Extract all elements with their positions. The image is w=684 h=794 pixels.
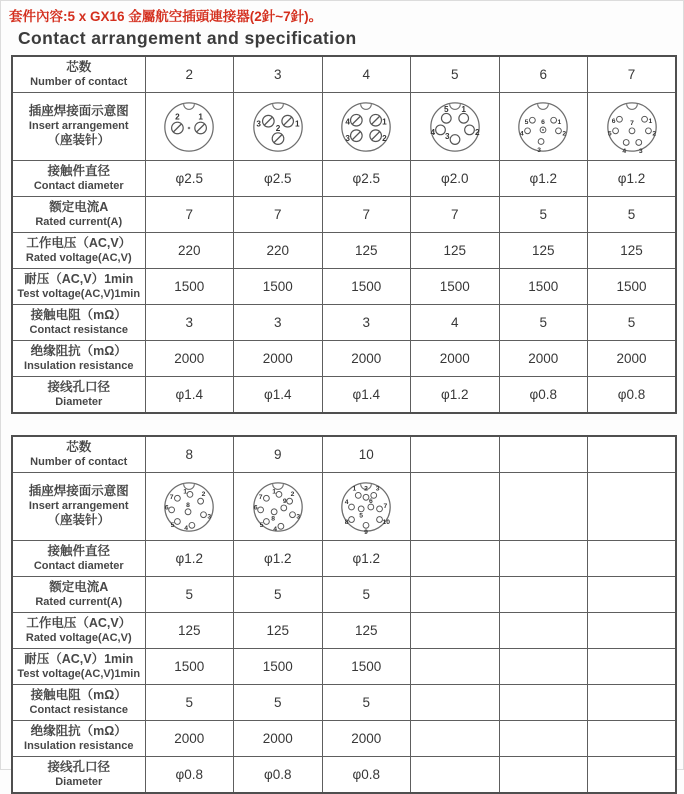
connector-diagram-cell bbox=[499, 473, 588, 541]
row-label-number-of-contact bbox=[12, 56, 145, 93]
pin-number: 3 bbox=[444, 131, 450, 141]
value-cell bbox=[499, 541, 588, 577]
table-row bbox=[12, 377, 676, 414]
value-cell: 5 bbox=[322, 685, 411, 721]
value-cell: φ0.8 bbox=[234, 757, 323, 794]
pin-number: 4 bbox=[345, 117, 351, 127]
table-row bbox=[12, 233, 676, 269]
pin-number: 1 bbox=[272, 488, 276, 496]
value-cell: 7 bbox=[234, 197, 323, 233]
row-label-en: Contact diameter bbox=[33, 559, 124, 572]
connector-face-9-pin-diagram bbox=[249, 476, 307, 537]
pin-number: 7 bbox=[383, 502, 388, 510]
pin-hole bbox=[377, 517, 383, 523]
pin-hole bbox=[278, 523, 284, 529]
value-cell: 2000 bbox=[411, 341, 500, 377]
value-cell: φ1.4 bbox=[145, 377, 234, 414]
pin-hole bbox=[623, 140, 629, 146]
row-label bbox=[12, 161, 145, 197]
pin-number: 7 bbox=[258, 494, 263, 502]
pin-hole bbox=[263, 519, 269, 525]
row-label-en: Diameter bbox=[55, 395, 103, 408]
pin-number: 9 bbox=[364, 528, 369, 536]
pin-number: 3 bbox=[638, 147, 643, 155]
value-cell: 5 bbox=[145, 577, 234, 613]
connector-face-7-pin-diagram bbox=[603, 96, 661, 157]
pin-hole bbox=[530, 117, 536, 123]
pin-number: 2 bbox=[474, 127, 480, 137]
table-row bbox=[12, 685, 676, 721]
row-label-en: Number of contact bbox=[30, 455, 128, 468]
pin-number: 4 bbox=[621, 147, 626, 155]
value-cell: φ2.5 bbox=[145, 161, 234, 197]
value-cell bbox=[588, 613, 677, 649]
pin-hole bbox=[169, 507, 175, 513]
value-cell: φ1.4 bbox=[322, 377, 411, 414]
pin-hole bbox=[538, 139, 544, 145]
value-cell: 3 bbox=[234, 305, 323, 341]
page-title: Contact arrangement and specification bbox=[18, 28, 357, 48]
pin-number: 2 bbox=[201, 491, 206, 499]
connector-diagram-cell bbox=[499, 93, 588, 161]
pin-hole bbox=[616, 116, 622, 122]
row-label-zh: 接触电阻（mΩ） bbox=[30, 688, 127, 703]
value-cell bbox=[499, 757, 588, 794]
pin-number: 1 bbox=[461, 104, 466, 114]
table-row bbox=[12, 161, 676, 197]
pin-hole bbox=[175, 495, 181, 501]
value-cell: 5 bbox=[234, 577, 323, 613]
connector-diagram-cell bbox=[322, 93, 411, 161]
table-row bbox=[12, 577, 676, 613]
pin-number: 4 bbox=[520, 130, 524, 138]
table-row-contacts bbox=[12, 56, 676, 93]
pin-hole bbox=[629, 128, 635, 134]
pin-hole bbox=[359, 506, 365, 512]
pin-number: 7 bbox=[169, 494, 174, 502]
row-label-en: Insert arrangement bbox=[28, 499, 129, 512]
table-row-insert-arrangement bbox=[12, 473, 676, 541]
pin-hole bbox=[459, 113, 469, 123]
value-cell: 1500 bbox=[322, 269, 411, 305]
row-label bbox=[12, 577, 145, 613]
value-cell bbox=[588, 577, 677, 613]
pin-number: 4 bbox=[272, 525, 277, 533]
value-cell: 3 bbox=[322, 305, 411, 341]
table-row-insert-arrangement bbox=[12, 93, 676, 161]
value-cell: 5 bbox=[499, 305, 588, 341]
value-cell: 5 bbox=[588, 197, 677, 233]
table-row bbox=[12, 649, 676, 685]
row-label bbox=[12, 649, 145, 685]
row-label-zh: 额定电流A bbox=[49, 580, 109, 595]
pin-count-cell bbox=[588, 436, 677, 473]
pin-number: 4 bbox=[184, 525, 189, 533]
value-cell: 1500 bbox=[588, 269, 677, 305]
value-cell: 125 bbox=[322, 233, 411, 269]
pin-number: 2 bbox=[651, 130, 656, 138]
center-dot bbox=[188, 127, 191, 130]
pin-hole bbox=[641, 116, 647, 122]
row-label-en: Insert arrangement bbox=[28, 119, 129, 132]
pin-number: 3 bbox=[345, 133, 351, 143]
value-cell: 2000 bbox=[322, 341, 411, 377]
pin-count-cell: 10 bbox=[322, 436, 411, 473]
pin-number: 8 bbox=[271, 515, 275, 523]
value-cell bbox=[588, 541, 677, 577]
row-label-zh: 插座焊接面示意图 bbox=[28, 484, 129, 499]
row-label-zh: 插座焊接面示意图 bbox=[28, 104, 129, 119]
value-cell bbox=[411, 577, 500, 613]
pin-hole bbox=[281, 505, 287, 511]
connector-diagram-cell bbox=[234, 93, 323, 161]
row-label bbox=[12, 757, 145, 794]
pin-number: 8 bbox=[186, 501, 191, 509]
table-row-contacts bbox=[12, 436, 676, 473]
value-cell: φ1.4 bbox=[234, 377, 323, 414]
value-cell: 220 bbox=[145, 233, 234, 269]
connector-diagram-cell bbox=[588, 93, 677, 161]
value-cell: 1500 bbox=[234, 649, 323, 685]
value-cell: 5 bbox=[499, 197, 588, 233]
pin-number: 1 bbox=[183, 488, 188, 496]
row-label-en: Test voltage(AC,V)1min bbox=[17, 287, 141, 300]
value-cell bbox=[499, 577, 588, 613]
value-cell: 1500 bbox=[411, 269, 500, 305]
row-label-en: Rated voltage(AC,V) bbox=[25, 251, 132, 264]
table-row bbox=[12, 341, 676, 377]
value-cell: 7 bbox=[145, 197, 234, 233]
row-label bbox=[12, 377, 145, 414]
pin-count-cell: 2 bbox=[145, 56, 234, 93]
value-cell: 3 bbox=[145, 305, 234, 341]
row-label-zh: 工作电压（AC,V） bbox=[26, 236, 132, 251]
value-cell: 2000 bbox=[588, 341, 677, 377]
connector-diagram-cell bbox=[411, 93, 500, 161]
connector-face-10-pin-diagram bbox=[337, 476, 395, 537]
row-label-zh: 接触件直径 bbox=[47, 544, 110, 559]
table-row bbox=[12, 269, 676, 305]
pin-count-cell: 9 bbox=[234, 436, 323, 473]
row-label-zh: 耐压（AC,V）1min bbox=[24, 272, 134, 287]
row-label-zh: 耐压（AC,V）1min bbox=[24, 652, 134, 667]
row-label-zh: 芯数 bbox=[66, 440, 92, 455]
value-cell: φ2.5 bbox=[234, 161, 323, 197]
spec-table-2 bbox=[11, 435, 677, 794]
row-label bbox=[12, 197, 145, 233]
pin-count-cell: 3 bbox=[234, 56, 323, 93]
value-cell: 125 bbox=[411, 233, 500, 269]
row-label-zh: 接线孔口径 bbox=[47, 380, 110, 395]
row-label-en: Rated current(A) bbox=[35, 595, 123, 608]
value-cell bbox=[411, 541, 500, 577]
table-row bbox=[12, 613, 676, 649]
pin-hole bbox=[289, 512, 295, 518]
pin-number: 4 bbox=[430, 127, 435, 137]
spec-table-1 bbox=[11, 55, 677, 414]
value-cell: φ2.5 bbox=[322, 161, 411, 197]
value-cell bbox=[411, 613, 500, 649]
value-cell: φ0.8 bbox=[499, 377, 588, 414]
pin-number: 2 bbox=[175, 112, 180, 122]
pin-hole bbox=[464, 125, 474, 135]
pin-hole bbox=[187, 492, 193, 498]
value-cell: φ1.2 bbox=[411, 377, 500, 414]
row-label-zh: 接触电阻（mΩ） bbox=[30, 308, 127, 323]
row-label-en: Contact resistance bbox=[29, 703, 128, 716]
row-label-en: Number of contact bbox=[30, 75, 128, 88]
connector-diagram-cell bbox=[588, 473, 677, 541]
value-cell bbox=[588, 649, 677, 685]
row-label-insert-arrangement bbox=[12, 473, 145, 541]
pin-number: 2 bbox=[290, 491, 295, 499]
connector-diagram-cell bbox=[322, 473, 411, 541]
pin-number: 8 bbox=[345, 519, 349, 527]
pin-hole bbox=[635, 140, 641, 146]
value-cell: 125 bbox=[588, 233, 677, 269]
pin-hole bbox=[286, 498, 292, 504]
pin-number: 9 bbox=[282, 497, 287, 505]
pin-number: 6 bbox=[253, 504, 258, 512]
value-cell: 1500 bbox=[145, 649, 234, 685]
pin-number: 3 bbox=[375, 485, 380, 493]
pin-hole bbox=[257, 507, 263, 513]
value-cell: φ2.0 bbox=[411, 161, 500, 197]
value-cell: 5 bbox=[322, 577, 411, 613]
value-cell: 2000 bbox=[234, 721, 323, 757]
row-label-en: Insulation resistance bbox=[24, 739, 134, 752]
pin-number: 3 bbox=[256, 119, 261, 129]
connector-face-3-pin-diagram bbox=[249, 96, 307, 157]
row-label-zh: 额定电流A bbox=[49, 200, 109, 215]
pin-number: 1 bbox=[198, 112, 204, 122]
pin-hole bbox=[556, 128, 562, 134]
row-label bbox=[12, 233, 145, 269]
value-cell: 2000 bbox=[322, 721, 411, 757]
pin-inner-dot bbox=[542, 129, 544, 131]
pin-count-cell: 4 bbox=[322, 56, 411, 93]
pin-number: 3 bbox=[207, 513, 212, 521]
row-label-zh: 绝缘阻抗（mΩ） bbox=[30, 344, 127, 359]
row-label-zh2: （座装针） bbox=[47, 133, 110, 148]
pin-hole bbox=[175, 519, 181, 525]
row-label-number-of-contact bbox=[12, 436, 145, 473]
value-cell: 1500 bbox=[499, 269, 588, 305]
connector-diagram-cell bbox=[145, 473, 234, 541]
value-cell: 125 bbox=[499, 233, 588, 269]
pin-number: 5 bbox=[607, 130, 612, 138]
pin-count-cell: 6 bbox=[499, 56, 588, 93]
row-label bbox=[12, 685, 145, 721]
kit-note: 套件內容:5 x GX16 金屬航空插頭連接器(2針~7針)。 bbox=[9, 9, 323, 24]
connector-body bbox=[607, 103, 655, 151]
pin-number: 6 bbox=[541, 118, 546, 126]
value-cell bbox=[499, 613, 588, 649]
pin-count-cell bbox=[411, 436, 500, 473]
table-row bbox=[12, 721, 676, 757]
connector-body bbox=[342, 103, 390, 151]
value-cell: 5 bbox=[234, 685, 323, 721]
pin-number: 5 bbox=[524, 118, 529, 126]
row-label-en: Contact resistance bbox=[29, 323, 128, 336]
pin-number: 1 bbox=[294, 119, 300, 129]
value-cell: 2000 bbox=[499, 341, 588, 377]
row-label-zh: 绝缘阻抗（mΩ） bbox=[30, 724, 127, 739]
value-cell: φ0.8 bbox=[145, 757, 234, 794]
value-cell bbox=[411, 649, 500, 685]
connector-face-5-pin-diagram bbox=[426, 96, 484, 157]
pin-hole bbox=[349, 517, 355, 523]
pin-number: 5 bbox=[359, 512, 364, 520]
pin-count-cell: 8 bbox=[145, 436, 234, 473]
pin-hole bbox=[271, 509, 277, 515]
pin-count-cell: 7 bbox=[588, 56, 677, 93]
pin-hole bbox=[551, 117, 557, 123]
pin-hole bbox=[450, 135, 460, 145]
table-row bbox=[12, 305, 676, 341]
connector-diagram-cell bbox=[411, 473, 500, 541]
row-label bbox=[12, 541, 145, 577]
pin-hole bbox=[349, 504, 355, 510]
pin-number: 5 bbox=[170, 522, 175, 530]
pin-hole bbox=[435, 125, 445, 135]
connector-face-2-pin-diagram bbox=[160, 96, 218, 157]
pin-hole bbox=[612, 128, 618, 134]
pin-number: 5 bbox=[259, 522, 264, 530]
connector-diagram-cell bbox=[234, 473, 323, 541]
value-cell: 5 bbox=[145, 685, 234, 721]
pin-hole bbox=[377, 506, 383, 512]
pin-hole bbox=[198, 498, 204, 504]
pin-hole bbox=[441, 113, 451, 123]
pin-number: 2 bbox=[562, 130, 567, 138]
connector-face-6-pin-diagram bbox=[514, 96, 572, 157]
value-cell bbox=[411, 721, 500, 757]
row-label-zh2: （座装针） bbox=[47, 513, 110, 528]
connector-face-4-pin-diagram bbox=[337, 96, 395, 157]
row-label-insert-arrangement bbox=[12, 93, 145, 161]
pin-hole bbox=[185, 509, 191, 515]
row-label bbox=[12, 305, 145, 341]
pin-number: 6 bbox=[369, 497, 373, 505]
row-label-zh: 工作电压（AC,V） bbox=[26, 616, 132, 631]
value-cell: 4 bbox=[411, 305, 500, 341]
row-label-en: Insulation resistance bbox=[24, 359, 134, 372]
value-cell: 125 bbox=[322, 613, 411, 649]
pin-number: 3 bbox=[537, 146, 542, 154]
pin-number: 4 bbox=[345, 498, 349, 506]
row-label-zh: 接线孔口径 bbox=[47, 760, 110, 775]
pin-number: 10 bbox=[382, 519, 391, 527]
row-label-en: Contact diameter bbox=[33, 179, 124, 192]
value-cell bbox=[588, 721, 677, 757]
pin-count-cell bbox=[499, 436, 588, 473]
pin-number: 1 bbox=[647, 117, 652, 125]
pin-number: 6 bbox=[165, 504, 169, 512]
value-cell: 1500 bbox=[234, 269, 323, 305]
value-cell: 5 bbox=[588, 305, 677, 341]
value-cell: 220 bbox=[234, 233, 323, 269]
pin-hole bbox=[645, 128, 651, 134]
row-label-en: Rated voltage(AC,V) bbox=[25, 631, 132, 644]
row-label-en: Diameter bbox=[55, 775, 103, 788]
value-cell: φ1.2 bbox=[145, 541, 234, 577]
pin-hole bbox=[525, 128, 531, 134]
table-row bbox=[12, 541, 676, 577]
value-cell bbox=[499, 685, 588, 721]
value-cell: φ1.2 bbox=[588, 161, 677, 197]
row-label bbox=[12, 721, 145, 757]
value-cell: 125 bbox=[234, 613, 323, 649]
pin-hole bbox=[276, 492, 282, 498]
pin-number: 3 bbox=[296, 513, 300, 521]
pin-number: 2 bbox=[275, 124, 281, 134]
row-label-zh: 芯数 bbox=[66, 60, 92, 75]
pin-number: 6 bbox=[611, 117, 616, 125]
value-cell: φ1.2 bbox=[322, 541, 411, 577]
value-cell: 7 bbox=[322, 197, 411, 233]
value-cell: φ1.2 bbox=[234, 541, 323, 577]
pin-hole bbox=[356, 492, 362, 498]
pin-number: 1 bbox=[557, 118, 562, 126]
pin-hole bbox=[201, 512, 207, 518]
pin-hole bbox=[263, 495, 269, 501]
pin-number: 5 bbox=[443, 104, 449, 114]
row-label-zh: 接触件直径 bbox=[47, 164, 110, 179]
value-cell: φ0.8 bbox=[322, 757, 411, 794]
value-cell: 2000 bbox=[145, 341, 234, 377]
value-cell: 1500 bbox=[322, 649, 411, 685]
value-cell bbox=[411, 685, 500, 721]
value-cell: φ0.8 bbox=[588, 377, 677, 414]
value-cell: 1500 bbox=[145, 269, 234, 305]
value-cell: φ1.2 bbox=[499, 161, 588, 197]
row-label bbox=[12, 341, 145, 377]
value-cell bbox=[499, 721, 588, 757]
pin-number: 1 bbox=[352, 485, 357, 493]
pin-hole bbox=[189, 522, 195, 528]
value-cell: 125 bbox=[145, 613, 234, 649]
row-label-en: Rated current(A) bbox=[35, 215, 123, 228]
value-cell bbox=[588, 685, 677, 721]
connector-face-8-pin-diagram bbox=[160, 476, 218, 537]
value-cell: 2000 bbox=[145, 721, 234, 757]
pin-count-cell: 5 bbox=[411, 56, 500, 93]
pin-number: 1 bbox=[382, 117, 387, 127]
value-cell: 2000 bbox=[234, 341, 323, 377]
value-cell bbox=[411, 757, 500, 794]
value-cell bbox=[499, 649, 588, 685]
pin-number: 2 bbox=[364, 485, 369, 493]
row-label bbox=[12, 269, 145, 305]
connector-diagram-cell bbox=[145, 93, 234, 161]
pin-hole bbox=[363, 522, 369, 528]
table-row bbox=[12, 757, 676, 794]
pin-number: 7 bbox=[629, 119, 634, 127]
value-cell: 7 bbox=[411, 197, 500, 233]
row-label bbox=[12, 613, 145, 649]
value-cell bbox=[588, 757, 677, 794]
pin-number: 2 bbox=[382, 133, 387, 143]
table-row bbox=[12, 197, 676, 233]
row-label-en: Test voltage(AC,V)1min bbox=[17, 667, 141, 680]
